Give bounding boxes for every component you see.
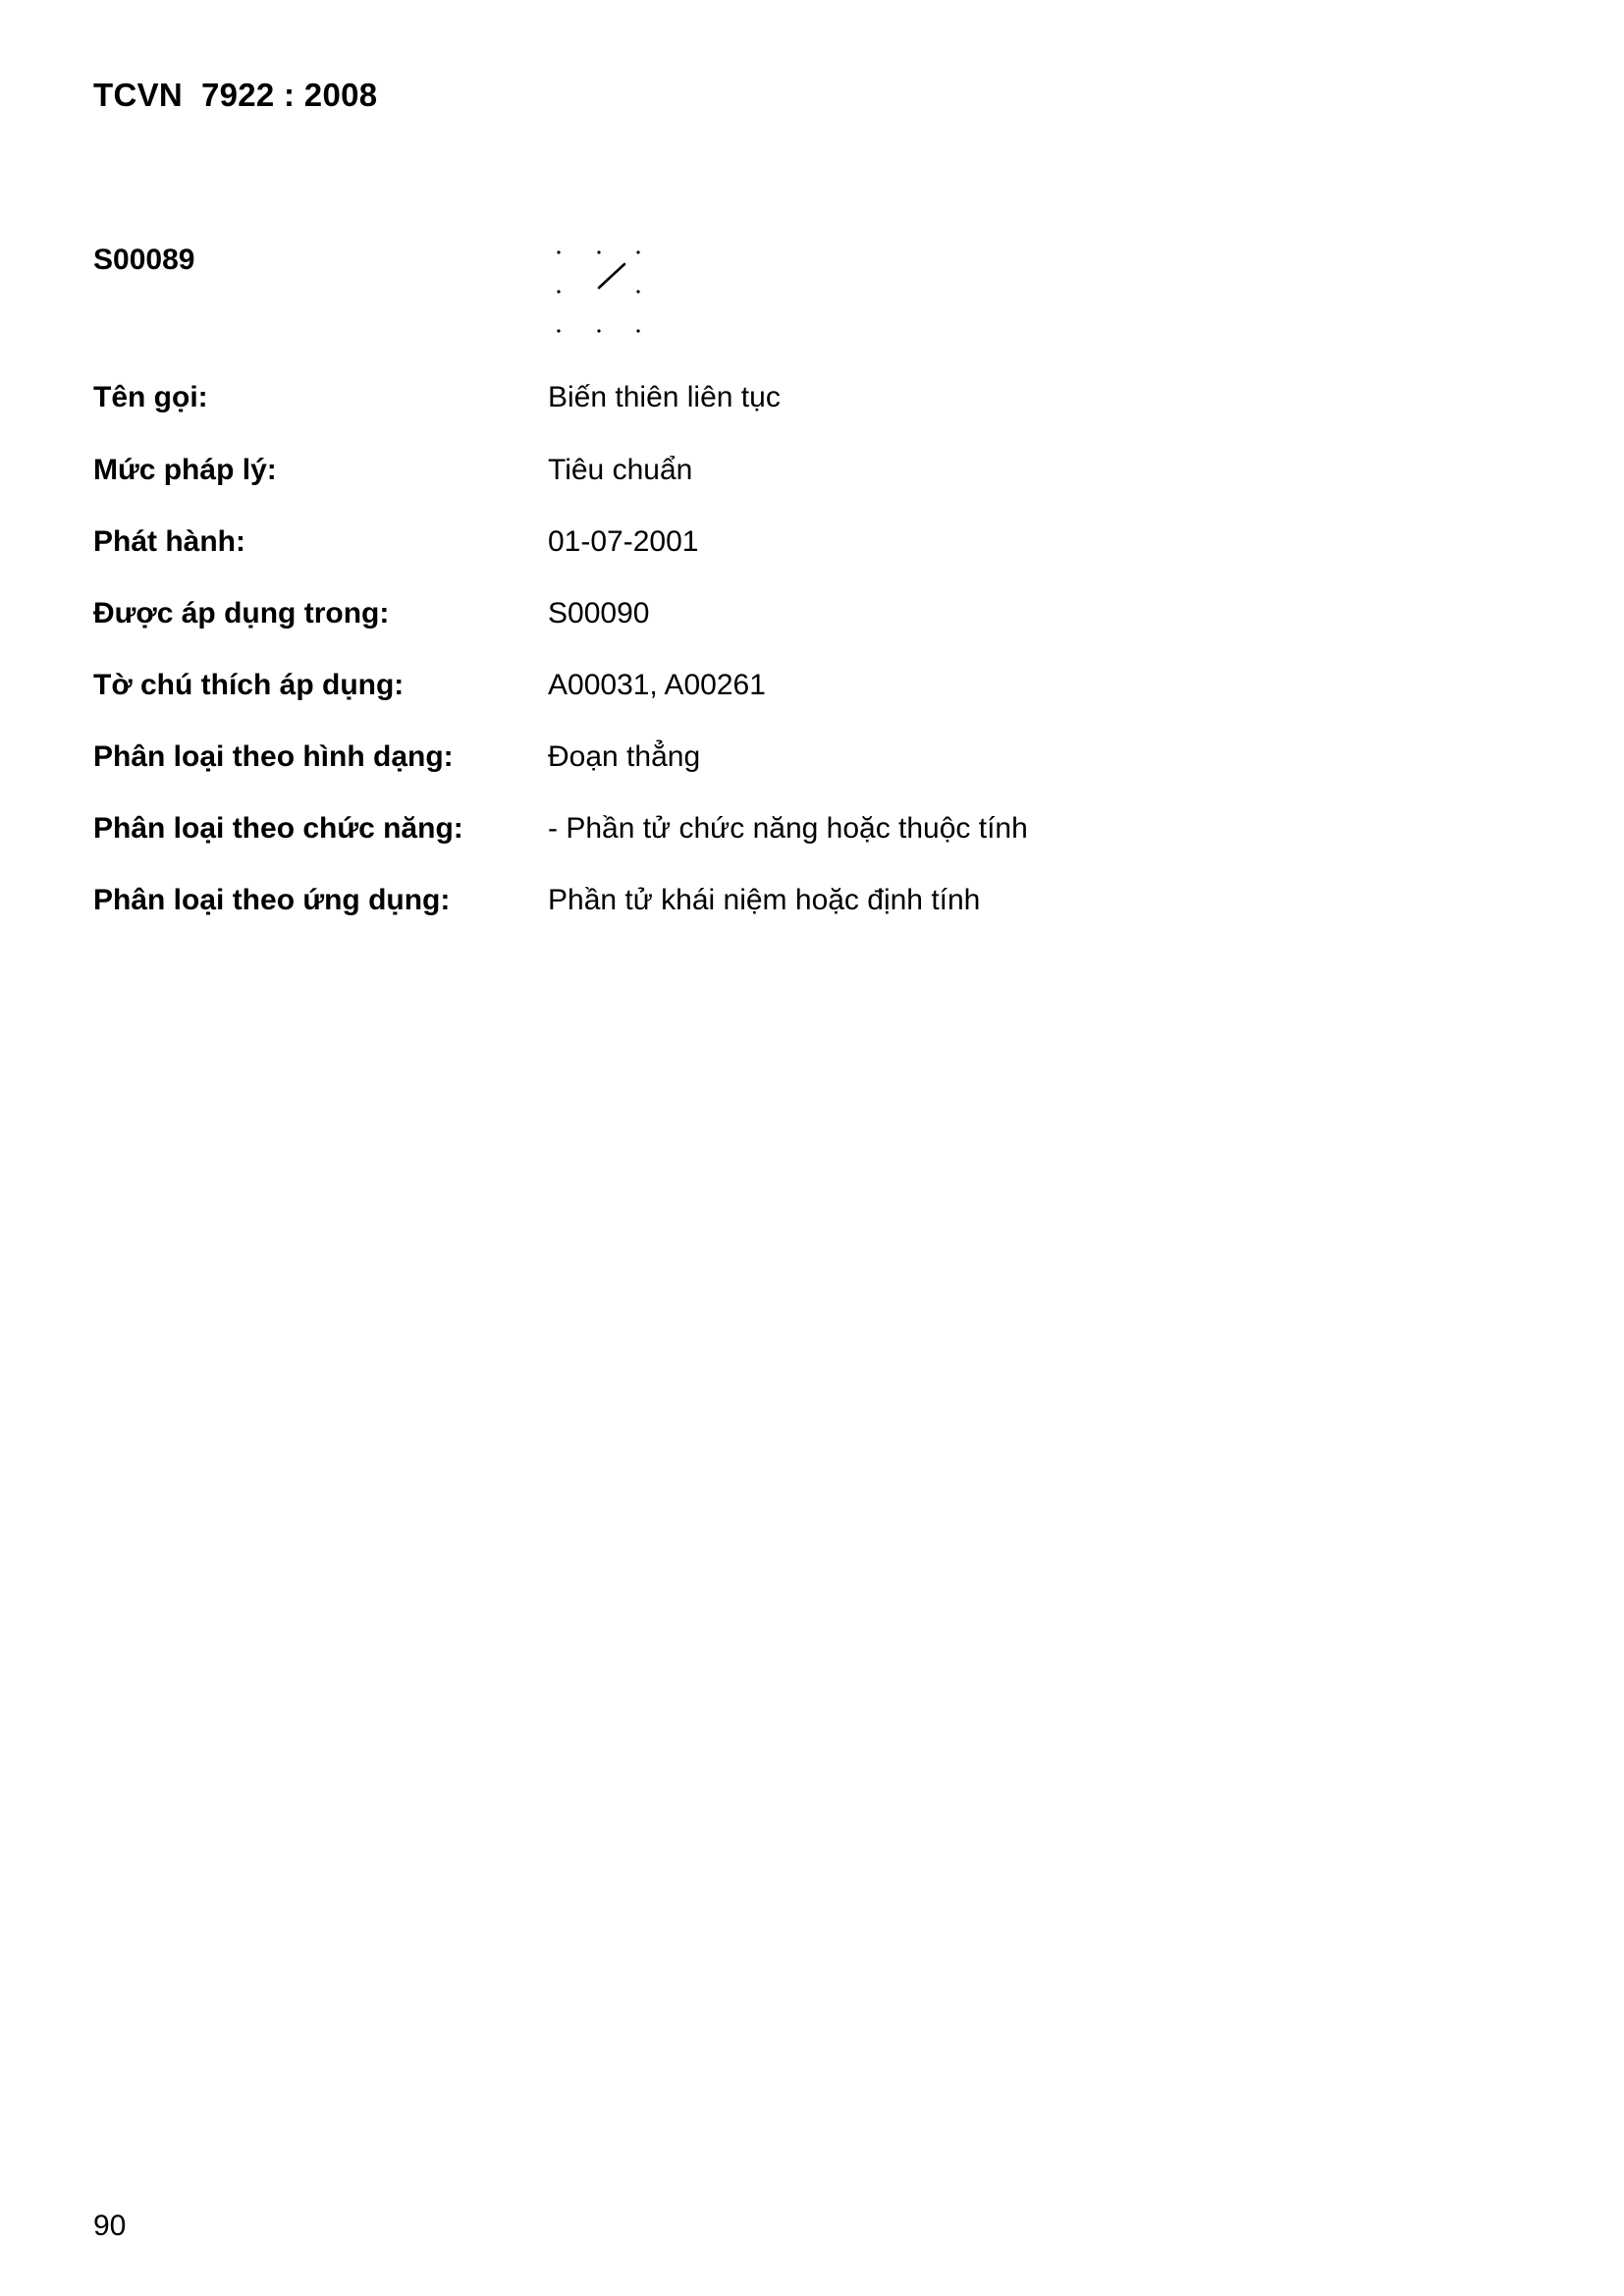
property-value: Phần tử khái niệm hoặc định tính (548, 884, 981, 916)
property-row-application-classification (93, 884, 1468, 927)
document-header-title: TCVN 7922 : 2008 (93, 77, 378, 113)
property-row-application-notes (93, 669, 1468, 712)
property-value: - Phần tử chức năng hoặc thuộc tính (548, 812, 1028, 845)
property-label: Phân loại theo ứng dụng: (93, 884, 451, 916)
symbol-graphic (545, 241, 643, 339)
grid-dot (597, 250, 600, 253)
grid-dot (557, 329, 560, 332)
dotted-grid-diagonal-icon (545, 241, 643, 339)
property-value: Biến thiên liên tục (548, 381, 781, 413)
diagonal-line (599, 264, 624, 288)
grid-dot (636, 250, 639, 253)
grid-dot (636, 329, 639, 332)
property-label: Phân loại theo chức năng: (93, 812, 463, 845)
property-row-applied-in (93, 597, 1468, 640)
property-row-release (93, 525, 1468, 569)
property-value: A00031, A00261 (548, 669, 766, 701)
property-value: S00090 (548, 597, 650, 629)
grid-dot (557, 250, 560, 253)
property-label: Được áp dụng trong: (93, 597, 390, 629)
property-row-legal-level (93, 454, 1468, 497)
grid-dot (597, 329, 600, 332)
page-number: 90 (93, 2210, 127, 2242)
property-row-function-classification (93, 812, 1468, 855)
grid-dot (557, 290, 560, 293)
property-label: Tờ chú thích áp dụng: (93, 669, 405, 701)
property-label: Tên gọi: (93, 381, 208, 413)
symbol-code: S00089 (93, 244, 195, 276)
property-label: Mức pháp lý: (93, 454, 277, 486)
property-value: Đoạn thẳng (548, 740, 701, 773)
property-row-name (93, 381, 1468, 424)
property-row-shape-classification (93, 740, 1468, 784)
property-label: Phát hành: (93, 525, 245, 558)
property-value: Tiêu chuẩn (548, 454, 693, 486)
grid-dot (636, 290, 639, 293)
property-label: Phân loại theo hình dạng: (93, 740, 454, 773)
property-value: 01-07-2001 (548, 525, 699, 558)
